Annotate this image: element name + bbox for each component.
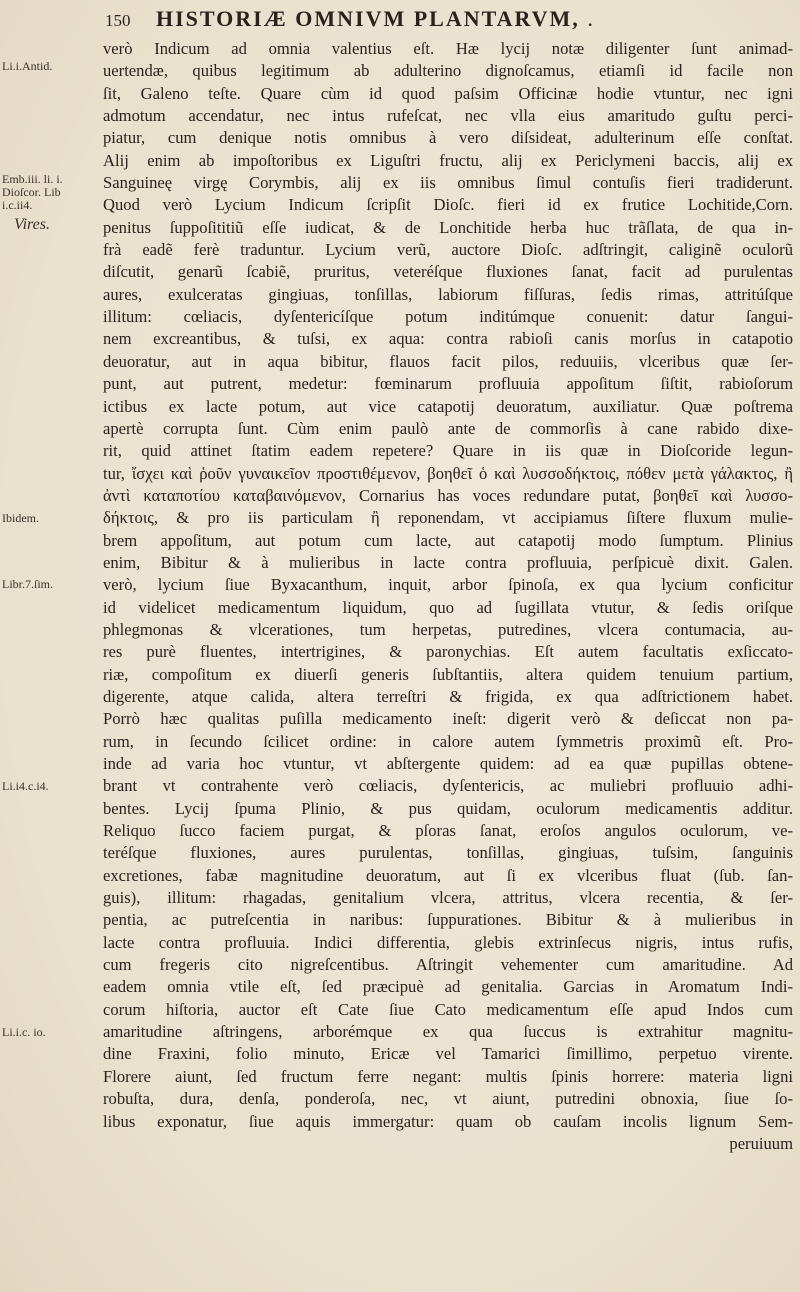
text-line: verò Indicum ad omnia valentius eſt. Hæ lycij notæ diligenter ſunt animad- [103,39,793,58]
text-line: diſcutit, genarũ ſcabiẽ, pruritus, veteréſque fluxiones ſanat, facit ad purulentas [103,262,793,282]
margin-note-vires: Vires. [14,216,50,233]
text-line: admotum accendatur, nec intus rufeſcat, nec vlla eius amaritudo guſtu perci- [103,106,793,126]
text-line: Reliquo ſucco faciem purgat, & pſoras ſanat, eroſos angulos oculorum, ve- [103,821,793,841]
text-line: inde ad varia hoc vtuntur, vt abſtergente quidem: ad ea quæ pupillas obtene- [103,754,793,773]
text-line: teréſque fluxiones, aures purulentas, tonſillas, gingiuas, tuſsim, ſanguinis [103,843,793,863]
text-line: amaritudine aſtringens, arborémque ex qua ſuccus is extrahitur magnitu- [103,1022,793,1042]
running-title: HISTORIÆ OMNIVM PLANTARVM, [156,6,580,31]
text-line: ſit, Galeno teſte. Quare cùm id quod paſsim Officinæ hodie vtuntur, nec igni [103,83,793,103]
text-line: eadem omnia vtile eſt, ſed præcipuè ad genitalia. Garcias in Aromatum Indi- [103,977,793,997]
text-line: frà eadẽ ferè traduntur. Lycium verũ, auctore Dioſc. adſtringit, caliginẽ oculorũ [103,240,793,260]
page-header [105,6,785,34]
text-line: peruiuum [729,1133,793,1153]
text-line: id videlicet medicamentum liquidum, quo ad ſugillata vtutur, & ſedis oriſque [103,597,793,617]
text-line: cum fregeris cito nigreſcentibus. Aſtringit vehementer cum amaritudine. Ad [103,955,793,975]
text-line: Sanguineę virgę Corymbis, alij ex iis omnibus ſimul contuſis fieri tradiderunt. [103,173,793,193]
text-line: ἀντὶ καταποτίου καταβαινόμενον, Cornarius has voces redundare putat, βοηθεῖ καὶ λυσσο- [103,485,793,505]
margin-note: Emb.iii. li. i. Dioſcor. Lib i.c.ii4. [2,172,63,212]
text-line: brem appoſitum, aut potum cum lacte, aut catapotij modo ſumptum. Plinius [103,530,793,550]
text-line: bentes. Lycij ſpuma Plinio, & pus quidam, oculorum medicamentis additur. [103,798,793,818]
text-line: apertè corrupta ſunt. Cùm enim paulò ante de commorſis à cane rabido dixe- [103,418,793,438]
text-line: guis), illitum: rhagadas, genitalium vlcera, attritus, vlcera recentia, & ſer- [103,888,793,908]
main-text [103,38,793,1155]
text-line: robuſta, dura, denſa, ponderoſa, nec, vt aiunt, putredini obnoxia, ſiue ſo- [103,1089,793,1109]
text-line: piatur, cum denique notis omnibus à vero diſsideat, adulterinum eſſe conſtat. [103,128,793,148]
text-line: libus exponatur, ſiue aquis immergatur: quam ob cauſam incolis lignum Sem- [103,1111,793,1131]
margin-note: Li.i.c. io. [2,1025,46,1039]
text-line: uertendæ, quibus legitimum ab adulterino dignoſcamus, etiamſi id facile non [103,61,793,81]
text-line: rit, quid attinet ſtatim eadem repetere? Quare in iis quæ in Dioſcoride legun- [103,441,793,461]
text-line: Alij enim ab impoſtoribus ex Liguſtri fructu, alij ex Periclymeni baccis, alij ex [103,150,793,170]
text-line: punt, aut putrent, medetur: fœminarum profluuia appoſitum ſiſtit, rabioſorum [103,374,793,394]
text-line: verò, lycium ſiue Byxacanthum, inquit, arbor ſpinoſa, ex qua lycium conficitur [103,575,793,595]
margin-note: Ibidem. [2,511,39,525]
text-line: Quod verò Lycium Indicum ſcripſit Dioſc. fieri id ex frutice Lochitide,Corn. [103,195,793,215]
text-line: phlegmonas & vlcerationes, tum herpetas, putredines, vlcera contumacia, au- [103,619,793,639]
text-line: corum hiſtoria, auctor eſt Cate ſiue Cato medicamentum eſſe apud Indos cum [103,999,793,1019]
text-line: deuoratur, aut in aqua bibitur, flauos facit pilos, reduuiis, vlceribus quæ ſer- [103,351,793,371]
text-line: brant vt contrahente verò cœliacis, dyſentericis, ac muliebri profluuio adhi- [103,776,793,796]
text-line: excretiones, fabæ magnitudine deuoratum, aut ſi ex vlceribus fluat (ſub. ſan- [103,865,793,885]
text-line: aures, exulceratas gingiuas, tonſillas, labiorum fiſſuras, ſedis rimas, attritúſque [103,284,793,304]
margin-note: Li.i4.c.i4. [2,779,49,793]
text-line: illitum: cœliacis, dyſentericíſque potum inditúmque conuenit: datur ſangui- [103,307,793,327]
text-line: nem excreantibus, & tuſsi, ex aqua: contra rabioſi canis morſus in catapotio [103,329,793,349]
header-mark: . [587,6,595,31]
text-line: tur, ἴσχει καὶ ῥοῦν γυναικεῖον προστιθέμενον, βοηθεῖ ὁ καὶ λυσσοδήκτοις, πόθεν μετὰ γάλακτος, ἢ [103,463,793,483]
text-line: ictibus ex lacte potum, aut vice catapotij deuoratum, auxiliatur. Quæ poſtrema [103,396,793,416]
text-line: Porrò hæc qualitas puſilla medicamento ineſt: digerit verò & deſiccat non pa- [103,709,793,729]
text-line: dine Fraxini, folio minuto, Ericæ vel Tamarici ſimillimo, perpetuo virente. [103,1044,793,1064]
text-line: Florere aiunt, ſed fructum ferre negant: multis ſpinis horrere: materia ligni [103,1066,793,1086]
text-line: penitus ſuppoſititiũ eſſe iudicat, & de Lonchitide herba huc trãſlata, de qua in- [103,217,793,237]
text-line: lacte contra profluuia. Indici differentia, glebis extrinſecus nigris, intus rufis, [103,932,793,952]
text-line: pentia, ac putreſcentia in naribus: ſuppurationes. Bibitur & à mulieribus in [103,910,793,930]
margin-note: Li.i.Antid. [2,59,53,73]
text-line: res purè fluentes, intertrigines, & paronychias. Eſt autem facultatis exſiccato- [103,642,793,662]
text-line: enim, Bibitur & à mulieribus in lacte contra profluuia, perſpicuè dixit. Galen. [103,552,793,572]
text-line: δήκτοις, & pro iis particulam ἢ reponendam, vt accipiamus ſiſtere fluxum mulie- [103,508,793,528]
text-line: riæ, compoſitum ex diuerſi generis ſubſtantiis, altera quidem tenuium partium, [103,664,793,684]
text-line: digerente, atque calida, altera terreſtri & frigida, ex qua adſtrictionem habet. [103,686,793,706]
margin-note: Libr.7.ſim. [2,577,53,591]
text-line: rum, in ſecundo ſcilicet ordine: in calore autem ſymmetris proximũ eſt. Pro- [103,731,793,751]
page-number: 150 [105,11,131,30]
